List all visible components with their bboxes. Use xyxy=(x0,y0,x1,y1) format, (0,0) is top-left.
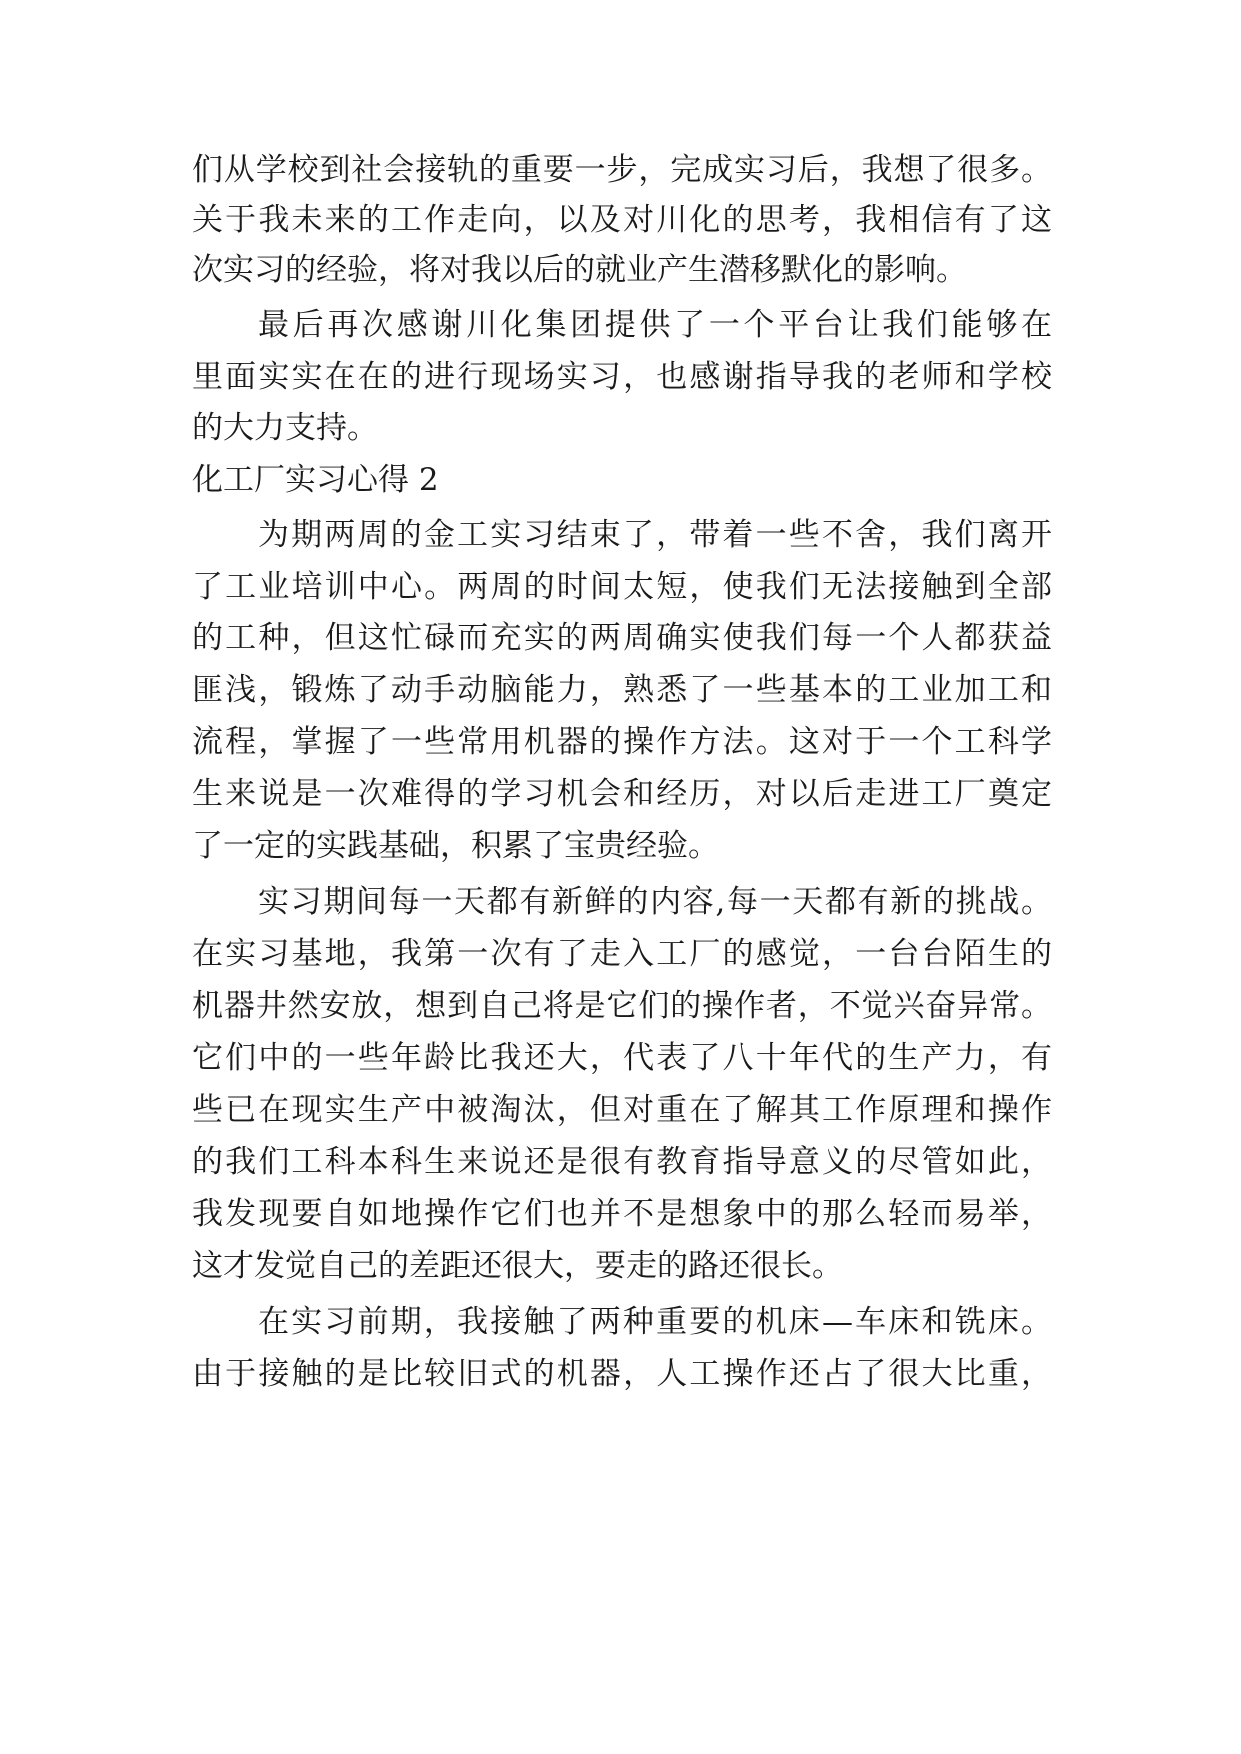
text-line: 最后再次感谢川化集团提供了一个平台让我们能够在 xyxy=(258,307,1052,343)
text-line: 些已在现实生产中被淘汰，但对重在了解其工作原理和操作 xyxy=(192,1092,1052,1128)
text-line: 由于接触的是比较旧式的机器，人工操作还占了很大比重， xyxy=(192,1356,1052,1392)
text-line: 里面实实在在的进行现场实习，也感谢指导我的老师和学校 xyxy=(192,359,1052,395)
text-line: 生来说是一次难得的学习机会和经历，对以后走进工厂奠定 xyxy=(192,776,1052,812)
text-line: 在实习前期，我接触了两种重要的机床—车床和铣床。 xyxy=(258,1304,1052,1340)
text-line: 关于我未来的工作走向，以及对川化的思考，我相信有了这 xyxy=(192,202,1052,238)
text-line: 了工业培训中心。两周的时间太短，使我们无法接触到全部 xyxy=(192,569,1052,605)
text-line: 流程，掌握了一些常用机器的操作方法。这对于一个工科学 xyxy=(192,724,1052,760)
text-line: 的大力支持。 xyxy=(192,410,378,446)
text-line: 们从学校到社会接轨的重要一步，完成实习后，我想了很多。 xyxy=(192,152,1052,188)
text-line: 我发现要自如地操作它们也并不是想象中的那么轻而易举， xyxy=(192,1196,1052,1232)
text-line: 这才发觉自己的差距还很大，要走的路还很长。 xyxy=(192,1248,843,1284)
text-line: 次实习的经验，将对我以后的就业产生潜移默化的影响。 xyxy=(192,252,967,288)
text-line: 它们中的一些年龄比我还大，代表了八十年代的生产力，有 xyxy=(192,1040,1052,1076)
text-line: 的工种，但这忙碌而充实的两周确实使我们每一个人都获益 xyxy=(192,620,1052,656)
text-line: 了一定的实践基础，积累了宝贵经验。 xyxy=(192,828,719,864)
text-line: 的我们工科本科生来说还是很有教育指导意义的尽管如此， xyxy=(192,1144,1052,1180)
section-heading: 化工厂实习心得 2 xyxy=(192,462,439,498)
text-line: 匪浅，锻炼了动手动脑能力，熟悉了一些基本的工业加工和 xyxy=(192,672,1052,708)
text-line: 为期两周的金工实习结束了，带着一些不舍，我们离开 xyxy=(258,517,1052,553)
text-line: 实习期间每一天都有新鲜的内容,每一天都有新的挑战。 xyxy=(258,884,1052,920)
text-line: 机器井然安放，想到自己将是它们的操作者，不觉兴奋异常。 xyxy=(192,988,1052,1024)
text-line: 在实习基地，我第一次有了走入工厂的感觉，一台台陌生的 xyxy=(192,936,1052,972)
